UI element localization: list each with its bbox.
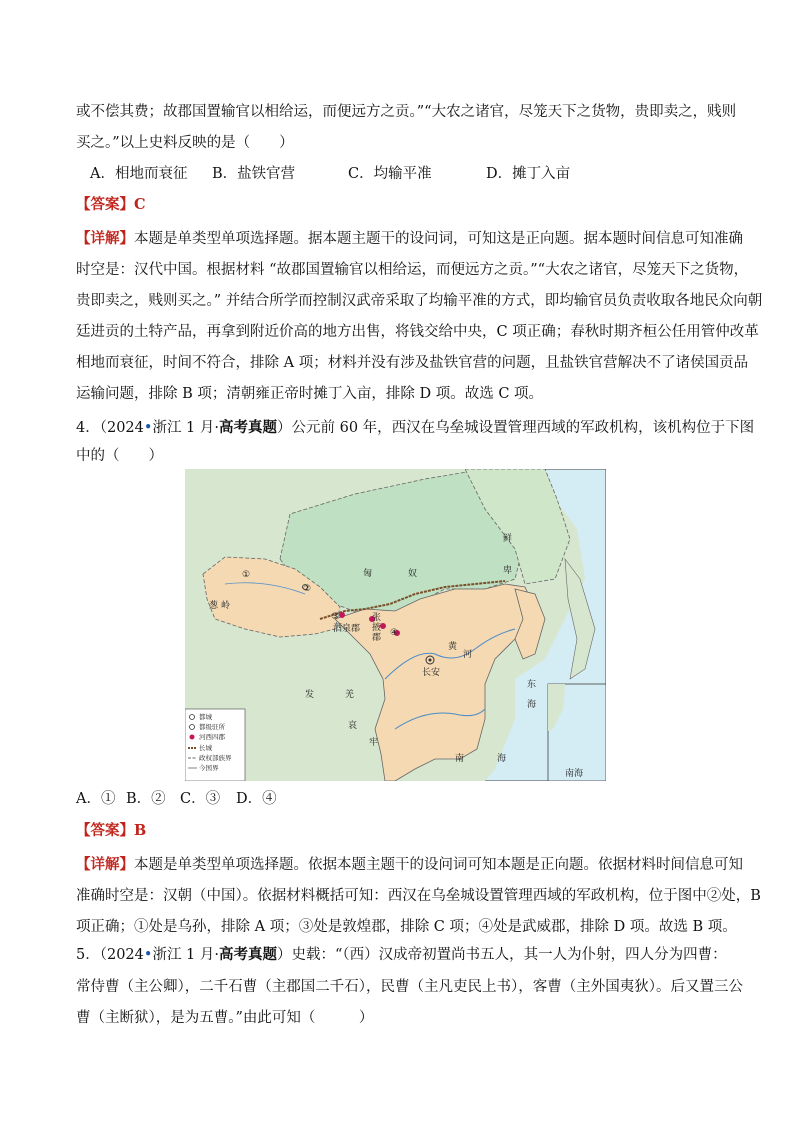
q4-stem-line2: 中的（ ）: [76, 448, 163, 464]
label-ai: 哀: [348, 721, 358, 731]
label-he: 河: [463, 650, 473, 660]
q4-stem-text: 公元前 60 年，西汉在乌垒城设置管理西域的军政机构，该机构位于下图: [291, 420, 755, 436]
q4-option-a[interactable]: A．①: [76, 791, 116, 807]
q5-stem-line2: 常侍曹（主公卿），二千石曹（主郡国二千石），民曹（主凡吏民上书），客曹（主外国夷狄）。后又置三公: [76, 979, 743, 995]
source-exam: 高考真题: [219, 946, 278, 963]
q3-option-a[interactable]: A．相地而衰征: [90, 166, 188, 182]
middle-dot: ·: [214, 420, 220, 436]
label-zhangye1: 张: [372, 613, 382, 623]
q3-stem-line1: 或不偿其费；故郡国置输官以相给运，而便远方之贡。”“大农之诸官，尽笼天下之货物，贵即卖之，贱则: [76, 104, 737, 120]
label-huang: 黄: [448, 642, 458, 652]
source-year: （2024: [99, 420, 144, 436]
q4-answer: [76, 821, 146, 841]
label-hai2: 海: [497, 754, 507, 764]
dot-icon: •: [143, 947, 153, 963]
q4-stem-line1: [76, 418, 754, 438]
legend-hexi: 河西四郡: [199, 733, 225, 741]
q3-detail-line1: [76, 229, 743, 249]
q4-option-b[interactable]: B．②: [126, 791, 166, 807]
source-year: （2024: [99, 947, 144, 963]
source-close: ）: [277, 420, 292, 436]
label-xianbei1: 鲜: [503, 534, 513, 544]
q4-options: [76, 789, 277, 809]
q3-option-d[interactable]: D．摊丁入亩: [486, 166, 571, 182]
label-congling2: 岭: [221, 601, 231, 611]
label-zhangye3: 郡: [372, 633, 382, 643]
detail-text: 本题是单类型单项选择题。据本题主题干的设问词，可知这是正向题。据本题时间信息可知准确: [134, 231, 743, 247]
label-lao: 牢: [369, 738, 379, 748]
label-zhangye2: 掖: [372, 623, 382, 633]
q4-detail-line3: 项正确；①处是乌孙，排除 A 项；③处是敦煌郡，排除 C 项；④处是武威郡，排除 D 项。故选 B 项。: [76, 919, 737, 935]
source-exam: 高考真题: [219, 419, 278, 436]
source-close: ）: [277, 947, 292, 963]
answer-value: B: [134, 822, 147, 839]
label-hai1: 海: [527, 700, 537, 710]
q4-option-d[interactable]: D．④: [236, 791, 277, 807]
q4-option-c[interactable]: C．③: [180, 791, 221, 807]
answer-label: 【答案】: [76, 822, 134, 839]
legend-boundary: 政权部族界: [199, 754, 232, 762]
q3-detail-line6: 运输问题，排除 B 项；清朝雍正帝时摊丁入亩，排除 D 项。故选 C 项。: [76, 386, 544, 402]
label-xiongnu2: 奴: [408, 569, 418, 579]
answer-label: 【答案】: [76, 196, 134, 213]
label-changan: 长安: [422, 668, 441, 678]
q3-detail-line3: 贵即卖之，贱则买之。” 并结合所学而控制汉武帝采取了均输平准的方式，即均输官员负责收取各地民众向朝: [76, 293, 763, 309]
source-region: 浙江 1 月: [152, 420, 215, 436]
label-faqiang2: 羌: [345, 690, 355, 700]
label-xianbei2: 卑: [503, 566, 513, 576]
q5-stem-line1: [76, 945, 727, 965]
marker-1: ①: [242, 570, 251, 580]
label-nanhai: 南海: [565, 769, 584, 779]
q5-stem-text: 史载：“（西）汉成帝初置尚书五人，其一人为仆射，四人分为四曹：: [291, 947, 727, 963]
answer-value: C: [134, 196, 146, 213]
legend-protectorate: 都级驻所: [199, 723, 225, 731]
q3-option-b[interactable]: B．盐铁官营: [212, 166, 296, 182]
marker-4: ④: [390, 628, 399, 638]
label-xiongnu1: 匈: [363, 569, 373, 579]
label-congling1: 葱: [209, 601, 219, 611]
han-dynasty-map: [185, 469, 606, 781]
label-nan: 南: [455, 754, 465, 764]
commandery-legend-icon: [190, 735, 195, 740]
legend-national-border: 今国界: [199, 764, 219, 772]
legend-wall: 长城: [199, 744, 212, 752]
marker-2: ②: [303, 584, 312, 594]
q3-answer: [76, 195, 146, 215]
q3-detail-line2: 时空是：汉代中国。根据材料 “故郡国置输官以相给运，而便远方之贡。”“大农之诸官，尽笼天下之货物，: [76, 262, 749, 278]
legend-capital: 都城: [199, 713, 212, 721]
q5-stem-line3: 曹（主断狱），是为五曹。”由此可知（ ）: [76, 1010, 374, 1026]
q3-option-c[interactable]: C．均输平准: [348, 166, 432, 182]
detail-label: 【详解】: [76, 856, 134, 873]
q3-detail-line5: 相地而衰征，时间不符合，排除 A 项；材料并没有涉及盐铁官营的问题，且盐铁官营解决不了诸侯国贡品: [76, 355, 749, 371]
question-number: 5．: [76, 947, 100, 963]
marker-3: ③: [331, 612, 340, 622]
q3-detail-line4: 廷进贡的土特产品，再拿到附近价高的地方出售，将钱交给中央，C 项正确；春秋时期齐桓公任用管仲改革: [76, 324, 759, 340]
label-dong: 东: [527, 680, 537, 690]
q4-detail-line1: [76, 855, 743, 875]
question-number: 4．: [76, 420, 100, 436]
dot-icon: •: [143, 420, 153, 436]
q3-options: [90, 164, 570, 184]
q3-stem-line2: 买之。”以上史料反映的是（ ）: [76, 135, 294, 151]
middle-dot: ·: [214, 947, 220, 963]
label-faqiang1: 发: [305, 690, 315, 700]
detail-text: 本题是单类型单项选择题。依据本题主题干的设问词可知本题是正向题。依据材料时间信息可知: [134, 857, 743, 873]
q4-detail-line2: 准确时空是：汉朝（中国）。依据材料概括可知：西汉在乌垒城设置管理西域的军政机构，位于图中②处，B: [76, 888, 761, 904]
detail-label: 【详解】: [76, 230, 134, 247]
source-region: 浙江 1 月: [152, 947, 215, 963]
label-jiuquan: 酒泉郡: [333, 624, 361, 634]
